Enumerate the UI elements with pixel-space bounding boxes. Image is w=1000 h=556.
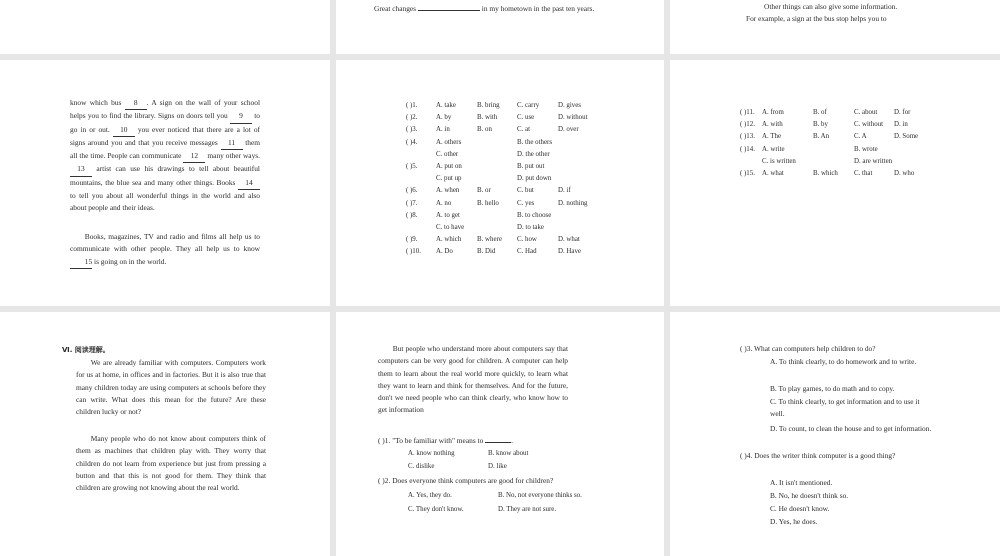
option-row (740, 107, 980, 119)
option-a[interactable]: A. what (762, 170, 784, 177)
option-row (406, 137, 646, 149)
reading-para-2: Many people who do not know about computers think of them as machines that children play with. They worry that children do not learn from experience but just from pressing a button and that this is not good for them. They think that children are growing not knowing about the real world. (76, 434, 266, 493)
option-a[interactable]: C. other (436, 150, 459, 158)
option-c[interactable]: C. without (854, 121, 884, 129)
option-a[interactable]: A. when (436, 187, 460, 195)
option-a[interactable]: A. to get (436, 211, 460, 219)
option-d[interactable]: D. gives (558, 102, 581, 109)
option-row (406, 112, 646, 124)
option-c[interactable]: C. but (517, 187, 534, 195)
option-c[interactable]: B. the others (517, 138, 553, 146)
option-b[interactable]: B. or (477, 187, 491, 195)
option-a[interactable]: A. from (762, 109, 784, 116)
option-d[interactable]: D. for (894, 109, 911, 116)
option-c[interactable]: D. the other (517, 150, 550, 158)
page-2 (336, 0, 664, 54)
option-a[interactable]: A. write (762, 145, 785, 153)
option-c[interactable]: C. dislike (408, 463, 435, 470)
sentence-start: Great changes (374, 4, 417, 13)
option-row (406, 234, 646, 246)
cloze-passage-para2 (70, 231, 260, 269)
question-4-option-a[interactable]: A. It isn't mentioned. (770, 478, 833, 487)
option-row (406, 198, 646, 210)
question-number[interactable]: ( )8. (406, 211, 418, 219)
passage-text: Books, magazines, TV and radio and films all help us to communicate with other people. They all help us to know (70, 232, 260, 254)
question-number[interactable]: ( )10. (406, 248, 421, 256)
option-d[interactable]: D. like (488, 463, 507, 470)
question-number[interactable]: ( )6. (406, 187, 418, 195)
page-7 (0, 312, 330, 556)
option-row (406, 185, 646, 197)
option-c[interactable]: C. use (517, 114, 535, 122)
answer-blank[interactable] (485, 442, 511, 443)
section-heading: Ⅵ. 阅读理解。 (62, 346, 110, 354)
option-row (406, 124, 646, 136)
option-a[interactable]: A. with (762, 121, 783, 129)
question-1 (378, 435, 618, 447)
passage-text: is going on in the world. (92, 256, 167, 266)
reading-para-1: We are already familiar with computers. Computers work for us at home, in offices and in factories. But it is also true that many children today are using computers at schools before they can write. What does this mean for the future? Are these children lucky or not? (76, 358, 266, 417)
option-b[interactable]: B. Did (477, 248, 496, 256)
option-a[interactable]: C. to have (436, 224, 465, 231)
option-b[interactable]: B. An (813, 133, 830, 141)
passage-text: to go in or out. (70, 111, 261, 134)
question-3-option-c[interactable]: C. To think clearly, to get information and to use it well. (770, 397, 920, 419)
option-row (740, 144, 980, 156)
option-b[interactable]: B. of (813, 109, 827, 116)
option-d[interactable]: D. who (894, 170, 915, 177)
question-number[interactable]: ( )7. (406, 199, 418, 207)
option-row (740, 119, 980, 131)
question-number[interactable]: ( )11. (740, 109, 755, 116)
option-a[interactable]: A. Do (436, 248, 453, 256)
option-d[interactable]: D. They are not sure. (498, 506, 557, 513)
question-text: "To be familiar with" means to (392, 436, 484, 445)
option-d[interactable]: D. Some (894, 133, 919, 141)
question-3-option-d[interactable]: D. To count, to clean the house and to get information. (770, 424, 932, 433)
sentence-end: in my hometown in the past ten years. (481, 4, 595, 13)
passage-text: them all the time. People can communicate (70, 137, 260, 161)
question-2 (378, 475, 658, 487)
option-a[interactable]: A. others (436, 138, 462, 146)
question-number[interactable]: ( )1. (378, 436, 391, 445)
option-c[interactable]: D. put down (517, 175, 552, 183)
option-row (740, 156, 980, 168)
reading-para-3: But people who understand more about computers say that computers can be very good for children. A computer can help them to learn about the real world more quickly, to learn what they want to learn and think for themselves. And for the future, don't we need people who can think clearly, who know how to get information (378, 344, 568, 415)
option-b[interactable]: B. where (477, 236, 502, 244)
cloze-blank-15[interactable]: 15 (70, 256, 92, 269)
passage-line-2: For example, a sign at the bus stop helps you to (746, 14, 887, 23)
option-b[interactable]: B. with (477, 114, 498, 122)
passage-text: you ever noticed that there are a lot of signs around you and that you receive messages (70, 124, 260, 147)
option-a[interactable]: A. The (762, 133, 782, 141)
option-c[interactable]: C. yes (517, 199, 535, 207)
option-d[interactable]: D. in (894, 121, 908, 129)
option-row (740, 168, 980, 180)
option-a[interactable]: A. take (436, 102, 456, 109)
option-a[interactable]: A. by (436, 114, 452, 122)
option-c[interactable]: B. wrote (854, 145, 878, 153)
option-a[interactable]: A. which (436, 236, 462, 244)
answer-blank[interactable] (418, 10, 480, 11)
option-b[interactable]: B. know about (488, 450, 529, 457)
cloze-blank-10[interactable]: 10 (113, 124, 135, 137)
option-b[interactable]: B. No, not everyone thinks so. (498, 492, 582, 499)
option-b[interactable]: B. hello (477, 199, 499, 207)
option-d[interactable]: D. nothing (558, 199, 588, 207)
cloze-blank-9[interactable]: 9 (230, 110, 252, 123)
passage-text: know which bus (70, 98, 125, 107)
page-1 (0, 0, 330, 54)
passage-line-1: Other things can also give some information. (764, 2, 898, 11)
question-3 (740, 343, 940, 355)
option-c[interactable]: C. They don't know. (408, 506, 464, 513)
question-number[interactable]: ( )2. (406, 114, 418, 122)
page-5 (336, 60, 664, 306)
option-b[interactable]: B. bring (477, 102, 500, 109)
option-c[interactable]: D. are written (854, 157, 893, 165)
question-number[interactable]: ( )12. (740, 121, 755, 129)
page-8 (336, 312, 664, 556)
option-c[interactable]: C. A (854, 133, 867, 141)
option-c[interactable]: C. at (517, 126, 531, 134)
question-4-option-c[interactable]: C. He doesn't know. (770, 504, 830, 513)
option-c[interactable]: C. about (854, 109, 878, 116)
question-number[interactable]: ( )4. (740, 451, 753, 460)
page-3 (670, 0, 1000, 54)
page-9 (670, 312, 1000, 556)
page-4 (0, 60, 330, 306)
question-number[interactable]: ( )9. (406, 236, 418, 244)
question-4 (740, 450, 932, 462)
option-a[interactable]: A. Yes, they do. (408, 492, 452, 499)
option-row (406, 210, 646, 222)
option-d[interactable]: D. what (558, 236, 580, 244)
question-number[interactable]: ( )1. (406, 102, 418, 109)
option-c[interactable]: C. how (517, 236, 537, 244)
option-b[interactable]: B. by (813, 121, 828, 129)
cloze-blank-12[interactable]: 12 (183, 150, 205, 163)
question-text: Does everyone think computers are good for children? (392, 476, 554, 485)
option-row (406, 100, 646, 112)
option-b[interactable]: B. on (477, 126, 492, 134)
fill-in-sentence (374, 3, 664, 15)
option-row (740, 131, 980, 143)
page-6 (670, 60, 1000, 306)
question-3-option-a[interactable]: A. To think clearly, to do homework and to write. (770, 357, 917, 366)
question-number[interactable]: ( )5. (406, 163, 418, 170)
question-number[interactable]: ( )13. (740, 133, 755, 141)
question-4-option-d[interactable]: D. Yes, he does. (770, 517, 818, 526)
passage-text: many other ways. (205, 151, 261, 161)
cloze-blank-13[interactable]: 13 (70, 163, 92, 176)
option-a[interactable]: A. put on (436, 163, 462, 170)
option-c[interactable]: B. put out (517, 163, 545, 170)
question-tail: . (511, 436, 514, 445)
option-c[interactable]: B. to choose (517, 211, 552, 219)
question-number[interactable]: ( )3. (740, 344, 753, 353)
passage-text: to tell you about all wonderful things in the world and also about people and their ideas. (70, 191, 260, 213)
question-number[interactable]: ( )4. (406, 138, 418, 146)
option-a[interactable]: C. is written (762, 157, 796, 165)
question-number[interactable]: ( )3. (406, 126, 418, 134)
question-text: Does the writer think computer is a good thing? (754, 451, 896, 460)
option-a[interactable]: C. put up (436, 175, 462, 183)
option-row (406, 173, 646, 185)
option-c[interactable]: D. to take (517, 224, 544, 231)
cloze-blank-8[interactable]: 8 (125, 97, 147, 110)
option-d[interactable]: D. over (558, 126, 579, 134)
option-a[interactable]: A. in (436, 126, 450, 134)
question-text: What can computers help children to do? (754, 344, 876, 353)
cloze-blank-11[interactable]: 11 (221, 137, 243, 150)
option-a[interactable]: A. no (436, 199, 452, 207)
question-4-option-b[interactable]: B. No, he doesn't think so. (770, 491, 849, 500)
option-row (406, 246, 646, 258)
option-c[interactable]: C. Had (517, 248, 537, 256)
question-number[interactable]: ( )14. (740, 145, 755, 153)
question-3-option-b[interactable]: B. To play games, to do math and to copy. (770, 384, 895, 393)
passage-text: . A sign on the wall of your school helps you to find the library. Signs on doors tell you (70, 98, 260, 121)
option-row (406, 149, 646, 161)
option-d[interactable]: D. without (558, 114, 588, 122)
passage-text: artist can use his drawings to tell about beautiful mountains, the blue sea and many other things. Books (70, 164, 260, 187)
question-number[interactable]: ( )15. (740, 170, 755, 177)
option-c[interactable]: C. carry (517, 102, 540, 109)
option-b[interactable]: B. which (813, 170, 838, 177)
option-row (406, 222, 646, 234)
question-number[interactable]: ( )2. (378, 476, 391, 485)
option-row (406, 161, 646, 173)
option-d[interactable]: D. if (558, 187, 571, 195)
option-d[interactable]: D. Have (558, 248, 581, 256)
cloze-passage (70, 97, 260, 215)
cloze-blank-14[interactable]: 14 (238, 177, 260, 190)
option-a[interactable]: A. know nothing (408, 450, 455, 457)
option-c[interactable]: C. that (854, 170, 873, 177)
